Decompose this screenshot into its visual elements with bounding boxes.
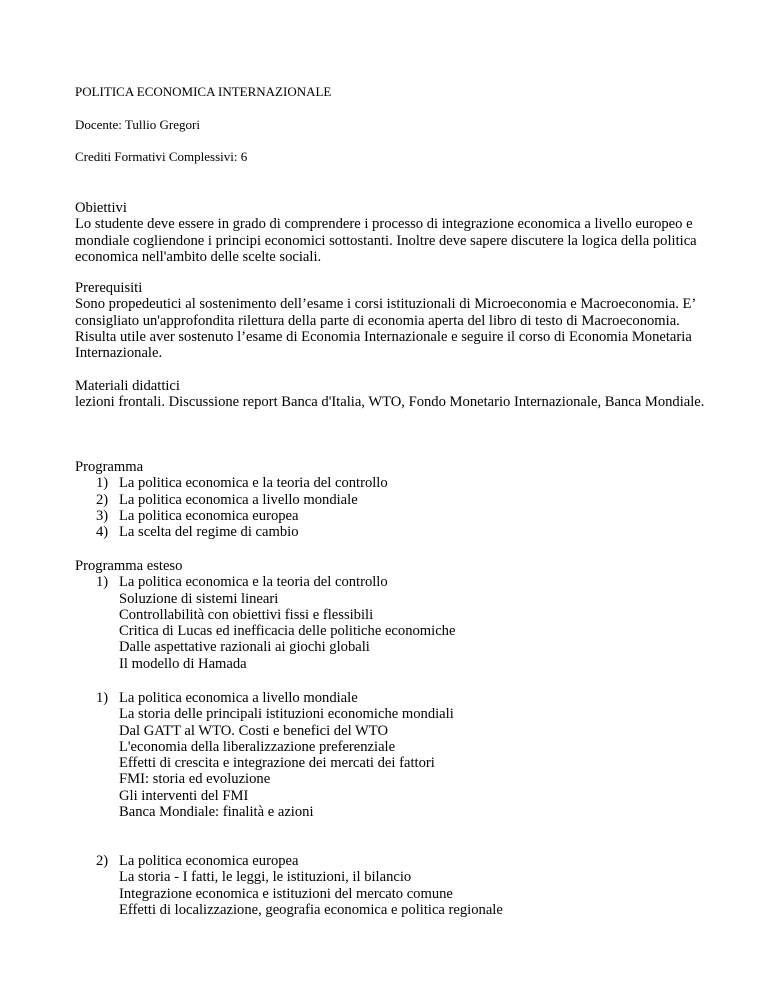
programma-esteso-section-3 xyxy=(75,853,715,918)
prerequisiti-section xyxy=(75,280,715,361)
topic-item: Effetti di localizzazione, geografia economica e politica regionale xyxy=(119,901,503,918)
prerequisiti-heading: Prerequisiti xyxy=(75,280,143,296)
programma-esteso-section-2 xyxy=(75,690,715,820)
obiettivi-section xyxy=(75,200,715,265)
topic-item: La storia delle principali istituzioni economiche mondiali xyxy=(119,706,454,723)
topics-list xyxy=(75,869,715,918)
topic-item: Il modello di Hamada xyxy=(119,655,247,672)
topics-list xyxy=(75,591,715,672)
list-item xyxy=(75,524,715,540)
topic-item: La storia - I fatti, le leggi, le istituzioni, il bilancio xyxy=(119,869,412,886)
topic-item: Dal GATT al WTO. Costi e benefici del WTO xyxy=(119,722,388,739)
topics-list xyxy=(75,706,715,820)
list-item-text: La scelta del regime di cambio xyxy=(119,524,299,541)
topic-item: Controllabilità con obiettivi fissi e flessibili xyxy=(119,606,374,623)
programma-esteso-heading: Programma esteso xyxy=(75,558,183,574)
section-list xyxy=(75,853,715,869)
crediti-line: Crediti Formativi Complessivi: 6 xyxy=(75,149,248,164)
topic-item: Dalle aspettative razionali ai giochi globali xyxy=(119,639,370,656)
section-title: La politica economica europea xyxy=(119,853,299,869)
topic-item: Gli interventi del FMI xyxy=(119,787,249,804)
docente-line: Docente: Tullio Gregori xyxy=(75,117,200,132)
programma-list xyxy=(75,475,715,540)
section-title: La politica economica a livello mondiale xyxy=(119,690,358,706)
list-item xyxy=(75,574,715,590)
list-item-number: 1) xyxy=(96,475,109,492)
list-item-text: La politica economica a livello mondiale xyxy=(119,491,358,508)
section-list xyxy=(75,690,715,706)
programma-section xyxy=(75,459,715,540)
list-item xyxy=(75,690,715,706)
topic-item: Soluzione di sistemi lineari xyxy=(119,590,279,607)
course-title: POLITICA ECONOMICA INTERNAZIONALE xyxy=(75,84,332,99)
topic-item: Integrazione economica e istituzioni del mercato comune xyxy=(119,885,453,902)
topic-item: Banca Mondiale: finalità e azioni xyxy=(119,804,314,821)
list-item xyxy=(75,492,715,508)
list-item-text: La politica economica e la teoria del controllo xyxy=(119,475,388,492)
programma-esteso-section-1 xyxy=(75,574,715,590)
materiali-section xyxy=(75,378,715,411)
materiali-text: lezioni frontali. Discussione report Banca d'Italia, WTO, Fondo Monetario Internazionale, Banca Mondiale. xyxy=(75,394,705,411)
list-item-text: La politica economica europea xyxy=(119,507,299,524)
materiali-heading: Materiali didattici xyxy=(75,378,180,394)
list-item-number: 2) xyxy=(96,853,109,869)
obiettivi-heading: Obiettivi xyxy=(75,200,127,216)
section-title: La politica economica e la teoria del controllo xyxy=(119,574,388,591)
prerequisiti-text: Sono propedeutici al sostenimento dell’esame i corsi istituzionali di Microeconomia e Macroeconomia. E’ consigliato un'approfondita rilettura della parte di economia aperta del libro di testo di Macroeconomia. Risulta utile aver sostenuto l’esame di Economia Internazionale e seguire il corso di Economia Monetaria Internazionale. xyxy=(75,296,696,362)
list-item xyxy=(75,508,715,524)
programma-esteso-section xyxy=(75,558,715,672)
list-item-number: 3) xyxy=(96,507,109,524)
list-item-number: 1) xyxy=(96,574,109,591)
topic-item: Effetti di crescita e integrazione dei mercati dei fattori xyxy=(119,755,435,772)
programma-heading: Programma xyxy=(75,459,144,475)
list-item-number: 4) xyxy=(96,524,109,541)
list-item-number: 2) xyxy=(96,491,109,508)
topic-item: FMI: storia ed evoluzione xyxy=(119,771,271,788)
list-item xyxy=(75,475,715,491)
topic-item: Critica di Lucas ed inefficacia delle politiche economiche xyxy=(119,623,456,640)
list-item-number: 1) xyxy=(96,690,109,706)
topic-item: L'economia della liberalizzazione preferenziale xyxy=(119,738,396,755)
list-item xyxy=(75,853,715,869)
obiettivi-text: Lo studente deve essere in grado di comprendere i processo di integrazione economica a livello europeo e mondiale cogliendone i principi economici sottostanti. Inoltre deve sapere discutere la logica della politica economica nell'ambito delle scelte sociali. xyxy=(75,216,697,265)
